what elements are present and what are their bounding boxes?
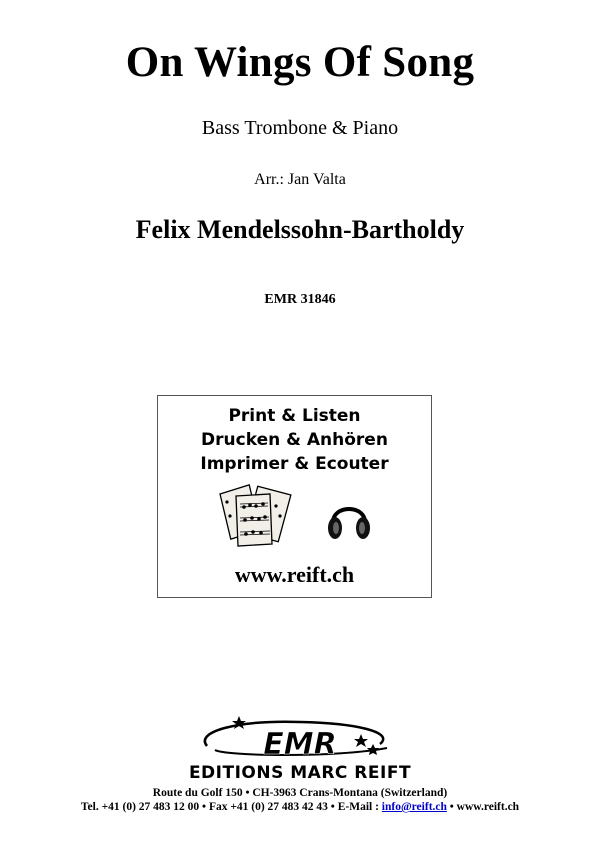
headphones-icon	[326, 494, 372, 542]
svg-text:EDITIONS MARC REIFT: EDITIONS MARC REIFT	[188, 763, 412, 782]
composer-name: Felix Mendelssohn-Bartholdy	[135, 215, 465, 244]
promo-line-french: Imprimer & Ecouter	[200, 454, 389, 474]
arranger-credit: Arr.: Jan Valta	[254, 171, 346, 188]
publisher-address: Route du Golf 150 • CH-3963 Crans-Montana (Switzerland)	[152, 787, 448, 799]
contact-website: • www.reift.ch	[446, 801, 520, 813]
promo-line-german: Drucken & Anhören	[201, 430, 388, 450]
promo-website[interactable]: www.reift.ch	[234, 562, 355, 587]
instrumentation: Bass Trombone & Piano	[201, 117, 399, 139]
catalog-number: EMR 31846	[264, 292, 336, 307]
email-link[interactable]: info@reift.ch	[381, 801, 447, 813]
publisher-contact	[0, 801, 600, 813]
promo-line-english: Print & Listen	[228, 406, 361, 426]
svg-text:EMR: EMR	[263, 727, 337, 762]
contact-phone-fax: Tel. +41 (0) 27 483 12 00 • Fax +41 (0) 27 483 42 43 • E-Mail :	[80, 801, 382, 813]
piece-title: On Wings Of Song	[125, 39, 475, 86]
emr-logo	[155, 710, 445, 782]
sheet-music-icon	[218, 482, 298, 548]
print-listen-box	[157, 395, 432, 598]
